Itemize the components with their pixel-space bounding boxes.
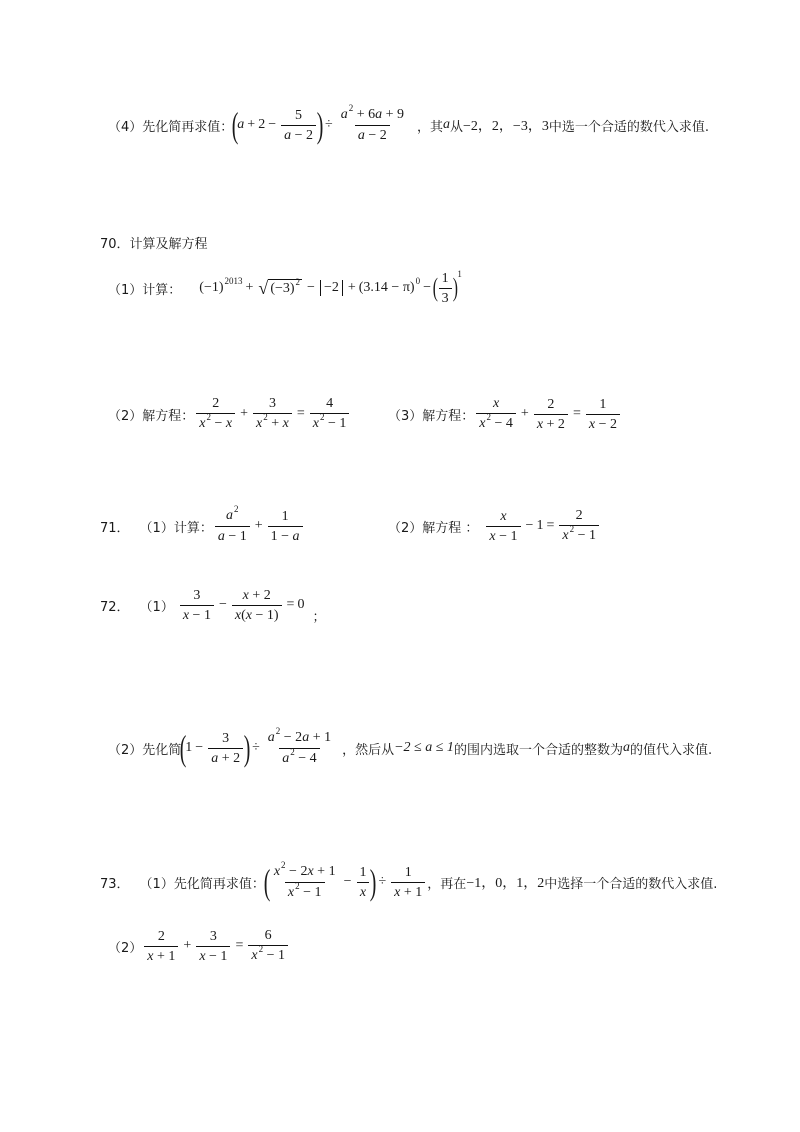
q72-part2-end: 的围内选取一个合适的整数为 — [453, 742, 623, 758]
q69-part4-suffix-b: 从 — [450, 119, 464, 135]
q71-part1 — [100, 506, 305, 546]
q72-part2 — [108, 722, 712, 774]
q72-part2-var: a — [622, 740, 630, 755]
q70-part3-equation: $\frac{x}{x^2 - 4}$ + $\frac{2}{x + 2}$ = $\frac{1}{x - 2}$ — [474, 396, 622, 432]
q70-part3-label: （3）解方程： — [388, 408, 475, 424]
q72-part1-end: ； — [312, 609, 326, 625]
q70-part3 — [388, 394, 622, 434]
q72-part2-end2: 的值代入求值. — [629, 742, 713, 758]
q72-part1 — [100, 582, 325, 628]
q71-part2-label: （2）解方程 ： — [388, 520, 479, 536]
q70-part2-label: （2）解方程： — [108, 408, 195, 424]
q71-number: 71． — [100, 520, 130, 536]
q69-part4 — [108, 100, 709, 150]
q71-part2-equation: $\frac{x}{x - 1}$ − 1 = $\frac{2}{x^2 - 1}$ — [484, 508, 601, 544]
q73-part1-label: （1）先化简再求值： — [139, 876, 265, 892]
q71-part2 — [388, 506, 601, 546]
q73-part1-mid: ，再在 — [427, 876, 467, 892]
q70-number: 70． — [100, 236, 130, 252]
q70-part1-label: （1）计算： — [108, 282, 182, 298]
q69-part4-suffix-a: ，其 — [417, 119, 444, 135]
q73-part2 — [108, 926, 290, 966]
q70-part1 — [108, 268, 462, 308]
q73-part1-choices: −1，0，1，2 — [466, 876, 545, 891]
q72-number: 72． — [100, 599, 130, 615]
q70-exponent-2013: 2013 — [224, 276, 243, 286]
q71-part1-label: （1）计算： — [139, 520, 213, 536]
q73-number: 73． — [100, 876, 130, 892]
q73-part1-expression: ( $\frac{x^2 - 2x + 1}{x^2 - 1}$ − $\frac{1}{x}$ ) ÷ $\frac{1}{x + 1}$ — [265, 864, 427, 901]
q70-exponent-0: 0 — [415, 276, 421, 286]
q72-part1-equation: $\frac{3}{x - 1}$ − $\frac{x + 2}{x(x - 1)}$ = 0 — [178, 588, 305, 623]
q73-part1 — [100, 856, 717, 908]
q72-part1-label: （1） — [139, 599, 174, 615]
q71-part1-expression: $\frac{a^2}{a - 1}$ + $\frac{1}{1 - a}$ — [213, 508, 305, 544]
q70-exponent-1: 1 — [457, 269, 462, 279]
q72-part2-mid: ，然后从 — [342, 742, 395, 758]
q69-part4-choices: −2，2，−3，3 — [463, 119, 549, 134]
q69-part4-var: a — [443, 117, 451, 132]
q70-part2-equation: $\frac{2}{x^2 - x}$ + $\frac{3}{x^2 + x}$ = $\frac{4}{x^2 - 1}$ — [194, 396, 351, 432]
q70-part1-expression: (−1) 2013 + √ $(-3)^2$ − −2 + (3.14 − π) 0 − ( $\frac{1}{3}$ ) 1 — [199, 269, 462, 306]
q72-part2-expression: ( 1 − $\frac{3}{a + 2}$ ) ÷ $\frac{a^2 - 2a + 1}{a^2 - 4}$ — [179, 725, 332, 768]
q69-part4-suffix-c: 中选一个合适的数代入求值. — [548, 119, 709, 135]
q73-part2-equation: $\frac{2}{x + 1}$ + $\frac{3}{x - 1}$ = $\frac{6}{x^2 - 1}$ — [142, 928, 290, 964]
q72-part2-range: −2 ≤ a ≤ 1 — [394, 740, 454, 755]
q70-title: 计算及解方程 — [129, 236, 208, 252]
q70-header — [100, 232, 208, 252]
q70-part2 — [108, 394, 351, 434]
q69-part4-label: （4）先化简再求值： — [108, 119, 234, 135]
q73-part1-end: 中选择一个合适的数代入求值. — [544, 876, 718, 892]
q69-part4-expression: ( a + 2 − $\frac{5}{a - 2}$ ) ÷ $\frac{a^2 + 6a + 9}{a - 2}$ — [231, 103, 404, 145]
q73-part2-label: （2） — [108, 940, 143, 956]
q72-part2-label: （2）先化简 — [108, 742, 182, 758]
